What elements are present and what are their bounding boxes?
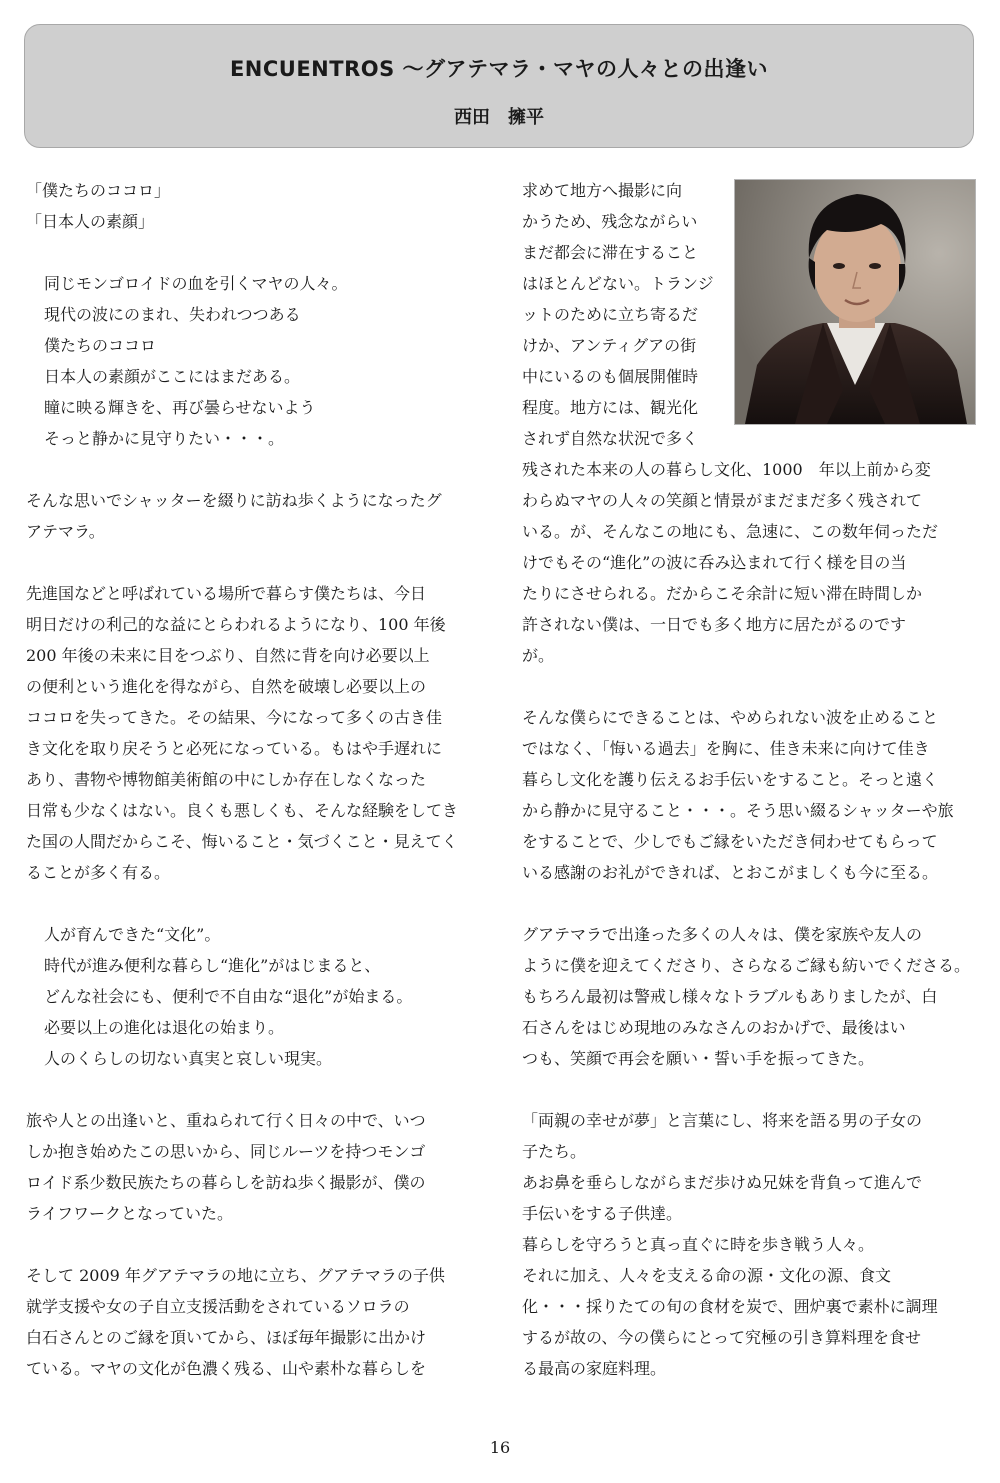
text-line: が。 [522, 646, 555, 665]
text-line: 先進国などと呼ばれている場所で暮らす僕たちは、今日 [26, 584, 427, 603]
text-line: 人のくらしの切ない真実と哀しい現実。 [44, 1049, 333, 1068]
text-line: き文化を取り戻そうと必死になっている。もはや手遅れに [26, 739, 443, 758]
poem-paragraph [26, 268, 488, 454]
text-line: 「僕たちのココロ」 [26, 181, 171, 200]
text-line: いる。が、そんなこの地にも、急速に、この数年伺っただ [522, 522, 939, 541]
text-line: の便利という進化を得ながら、自然を破壊し必要以上の [26, 677, 427, 696]
text-line: る最高の家庭料理。 [522, 1359, 667, 1378]
text-line: 現代の波にのまれ、失われつつある [44, 305, 301, 324]
text-line: 白石さんとのご縁を頂いてから、ほぼ毎年撮影に出かけ [26, 1328, 427, 1347]
text-line: 明日だけの利己的な益にとらわれるようになり、100 年後 [26, 615, 446, 634]
text-line: た国の人間だからこそ、悔いること・気づくこと・見えてく [26, 832, 458, 851]
article-title: ENCUENTROS ～グアテマラ・マヤの人々との出逢い [229, 57, 769, 81]
text-line: 時代が進み便利な暮らし“進化”がはじまると、 [44, 956, 381, 975]
paragraph [26, 578, 488, 888]
text-line: 僕たちのココロ [44, 336, 157, 355]
text-line: いる感謝のお礼ができれば、とおこがましくも今に至る。 [522, 863, 939, 882]
text-line: 「日本人の素顔」 [26, 212, 155, 231]
text-line: けでもその“進化”の波に呑み込まれて行く様を目の当 [522, 553, 907, 572]
poem-paragraph [26, 919, 488, 1074]
text-line: 程度。地方には、観光化 [522, 398, 699, 417]
text-line: どんな社会にも、便利で不自由な“退化”が始まる。 [44, 987, 413, 1006]
text-line: 日常も少なくはない。良くも悪しくも、そんな経験をしてき [26, 801, 459, 820]
text-line: ココロを失ってきた。その結果、今になって多くの古き佳 [26, 708, 443, 727]
paragraph [26, 485, 488, 547]
text-line: ロイド系少数民族たちの暮らしを訪ね歩く撮影が、僕の [26, 1173, 426, 1192]
text-line: 化・・・採りたての旬の食材を炭で、囲炉裏で素朴に調理 [522, 1297, 938, 1316]
text-line: 200 年後の未来に目をつぶり、自然に背を向け必要以上 [26, 646, 430, 665]
paragraph [522, 702, 978, 888]
header-banner [24, 24, 974, 148]
text-line: 瞳に映る輝きを、再び曇らせないよう [44, 398, 316, 417]
text-line: 石さんをはじめ現地のみなさんのおかげで、最後はい [522, 1018, 906, 1037]
text-line: 旅や人との出逢いと、重ねられて行く日々の中で、いつ [26, 1111, 426, 1130]
text-line: それに加え、人々を支える命の源・文化の源、食文 [522, 1266, 891, 1285]
text-line: されず自然な状況で多く [522, 429, 699, 448]
text-line: そっと静かに見守りたい・・・。 [44, 429, 285, 448]
author-portrait-photo [734, 179, 976, 425]
text-line: から静かに見守ること・・・。そう思い綴るシャッターや旅 [522, 801, 954, 820]
text-line: ではなく、「悔いる過去」を胸に、佳き未来に向けて佳き [522, 739, 930, 758]
right-column [522, 175, 978, 1415]
text-line: ている。マヤの文化が色濃く残る、山や素朴な暮らしを [26, 1359, 427, 1378]
text-line: そんな思いでシャッターを綴りに訪ね歩くようになったグ [26, 491, 442, 510]
text-line: をすることで、少しでもご縁をいただき伺わせてもらって [522, 832, 938, 851]
author-photo-frame [734, 179, 978, 427]
text-line: 人が育んできた“文化”。 [44, 925, 221, 944]
paragraph [26, 1105, 488, 1229]
text-line: つも、笑顔で再会を願い・誓い手を振ってきた。 [522, 1049, 875, 1068]
text-line: ットのために立ち寄るだ [522, 305, 699, 324]
text-line: 日本人の素顔がここにはまだある。 [44, 367, 301, 386]
left-column [26, 175, 488, 1415]
text-line: まだ都会に滞在すること [522, 243, 699, 262]
text-line: 許されない僕は、一日でも多く地方に居たがるのです [522, 615, 907, 634]
text-line: そんな僕らにできることは、やめられない波を止めること [522, 708, 939, 727]
text-line: 暮らしを守ろうと真っ直ぐに時を歩き戦う人々。 [522, 1235, 875, 1254]
text-line: 中にいるのも個展開催時 [522, 367, 699, 386]
paragraph [26, 1260, 488, 1384]
paragraph [26, 175, 488, 237]
text-line: けか、アンティグアの街 [522, 336, 697, 355]
text-line: わらぬマヤの人々の笑顔と情景がまだまだ多く残されて [522, 491, 923, 510]
text-line: グアテマラで出逢った多くの人々は、僕を家族や友人の [522, 925, 923, 944]
paragraph [522, 919, 978, 1074]
text-line: 残された本来の人の暮らし文化、1000 年以上前から変 [522, 460, 931, 479]
text-line: あお鼻を垂らしながらまだ歩けぬ兄妹を背負って進んで [522, 1173, 923, 1192]
text-line: もちろん最初は警戒し様々なトラブルもありましたが、白 [522, 987, 938, 1006]
text-line: 求めて地方へ撮影に向 [522, 181, 683, 200]
text-line: あり、書物や博物館美術館の中にしか存在しなくなった [26, 770, 427, 789]
text-line: ることが多く有る。 [26, 863, 171, 882]
text-line: 「両親の幸せが夢」と言葉にし、将来を語る男の子女の [522, 1111, 923, 1130]
author-name: 西田 擁平 [454, 107, 544, 128]
text-line: かうため、残念ながらい [522, 212, 698, 231]
text-line: ように僕を迎えてくださり、さらなるご縁も紡いでくださる。 [522, 956, 971, 975]
page-number: 16 [489, 1438, 511, 1457]
text-line: たりにさせられる。だからこそ余計に短い滞在時間しか [522, 584, 923, 603]
text-line: しか抱き始めたこの思いから、同じルーツを持つモンゴ [26, 1142, 426, 1161]
text-line: 子たち。 [522, 1142, 587, 1161]
text-line: 手伝いをする子供達。 [522, 1204, 683, 1223]
paragraph [522, 454, 978, 671]
text-line: 暮らし文化を護り伝えるお手伝いをすること。そっと遠く [522, 770, 939, 789]
text-line: アテマラ。 [26, 522, 105, 541]
paragraph [522, 1105, 978, 1384]
text-line: はほとんどない。トランジ [522, 274, 714, 293]
text-line: 必要以上の進化は退化の始まり。 [44, 1018, 285, 1037]
text-line: 同じモンゴロイドの血を引くマヤの人々。 [44, 274, 348, 293]
text-line: するが故の、今の僕らにとって究極の引き算料理を食せ [522, 1328, 922, 1347]
text-line: 就学支援や女の子自立支援活動をされているソロラの [26, 1297, 410, 1316]
text-line: そして 2009 年グアテマラの地に立ち、グアテマラの子供 [26, 1266, 445, 1285]
text-line: ライフワークとなっていた。 [26, 1204, 234, 1223]
